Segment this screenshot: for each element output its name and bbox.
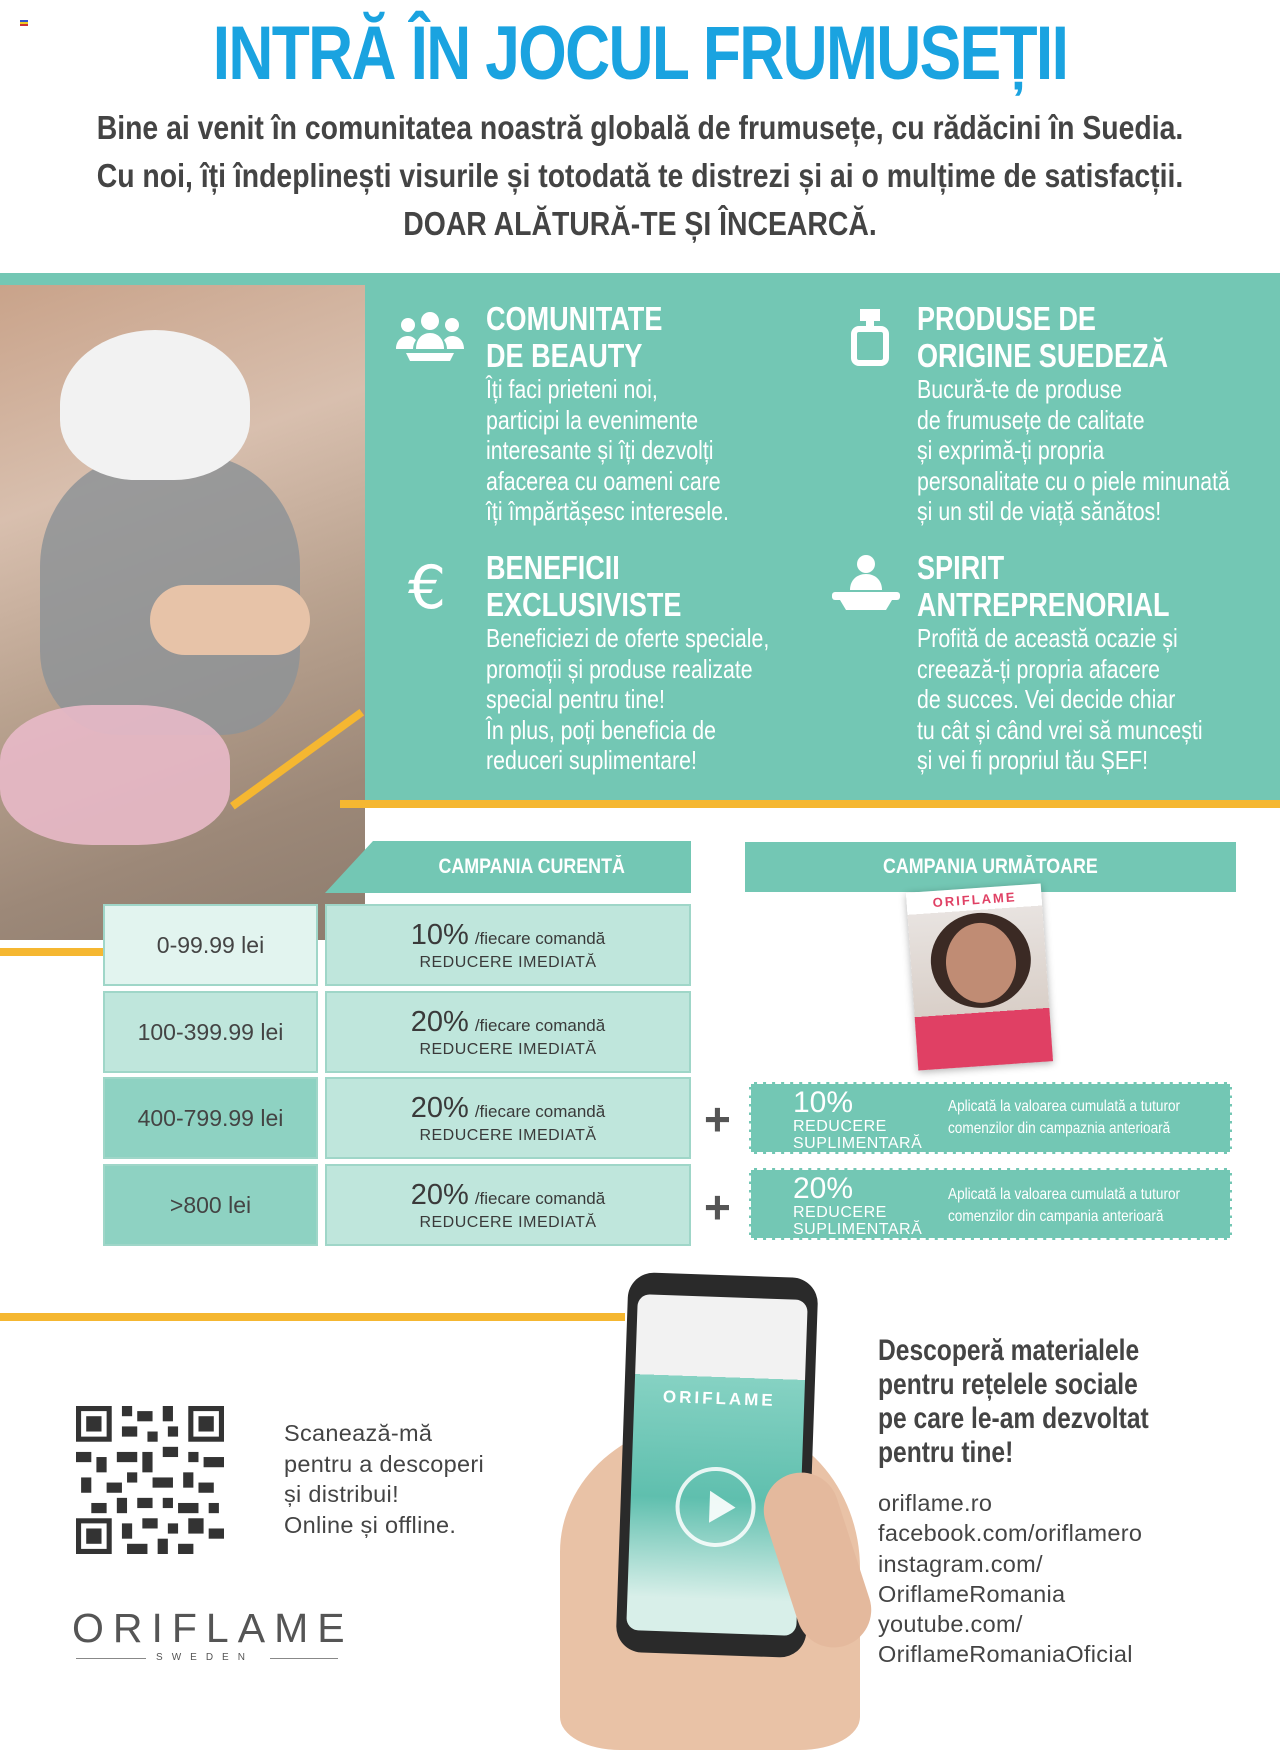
link-youtube[interactable]: youtube.com/ xyxy=(878,1611,1023,1638)
feature-text: promoții și produse realizate xyxy=(486,653,753,684)
catalog-logo: ORIFLAME xyxy=(932,889,1017,911)
feature-text: Îți faci prieteni noi, xyxy=(486,374,658,404)
extra-discount-sub: SUPLIMENTARĂ xyxy=(793,1135,923,1152)
plus-sign: + xyxy=(704,1181,731,1233)
feature-text: În plus, poți beneficia de xyxy=(486,714,716,745)
feature-text: Profită de această ocazie și xyxy=(917,623,1178,653)
intro-line: DOAR ALĂTURĂ-TE ȘI ÎNCEARCĂ. xyxy=(403,205,877,242)
svg-text:€: € xyxy=(408,553,447,616)
discover-line: pe care le-am dezvoltat xyxy=(878,1402,1149,1435)
feature-title: PRODUSE DE xyxy=(917,300,1096,337)
discount-cell xyxy=(325,991,691,1073)
scan-line: Scanează-mă xyxy=(284,1420,433,1446)
link-instagram[interactable]: OriflameRomania xyxy=(878,1580,1066,1607)
discount-per: /fiecare comandă xyxy=(474,1188,606,1208)
extra-discount-text: Aplicată la valoarea cumulată a tuturor xyxy=(948,1098,1181,1115)
extra-discount-text: Aplicată la valoarea cumulată a tuturor xyxy=(948,1186,1181,1203)
scan-text xyxy=(284,1418,484,1540)
feature-title: COMUNITATE xyxy=(486,300,663,337)
link-facebook[interactable]: facebook.com/oriflamero xyxy=(878,1520,1143,1547)
current-campaign-header xyxy=(373,842,691,892)
feature-community xyxy=(486,300,782,527)
extra-discount-percent: 10% xyxy=(793,1086,854,1119)
scan-line: pentru a descoperi xyxy=(284,1450,485,1477)
next-campaign-header xyxy=(745,842,1236,892)
flag-icon xyxy=(20,20,28,26)
discount-cell xyxy=(325,904,691,986)
feature-title: ANTREPRENORIAL xyxy=(917,586,1170,623)
discover-heading xyxy=(878,1334,1149,1470)
link-instagram[interactable]: instagram.com/ xyxy=(878,1550,1043,1577)
phone-screen-logo: ORIFLAME xyxy=(662,1387,777,1411)
feature-text: și un stil de viață sănătos! xyxy=(917,496,1162,526)
play-icon[interactable] xyxy=(674,1466,757,1549)
feature-text: creează-ți propria afacere xyxy=(917,653,1160,684)
extra-discount-percent: 20% xyxy=(793,1172,854,1205)
extra-discount-text: comenzilor din campania anterioară xyxy=(948,1208,1164,1225)
price-range-cell: 0-99.99 lei xyxy=(103,904,318,986)
discount-per: /fiecare comandă xyxy=(474,1015,606,1035)
extra-discount-sub: SUPLIMENTARĂ xyxy=(793,1221,923,1238)
feature-text: participi la evenimente xyxy=(486,404,699,435)
feature-benefits xyxy=(486,549,831,776)
social-links xyxy=(878,1488,1142,1670)
feature-text: de frumusețe de calitate xyxy=(917,404,1145,435)
feature-title: ORIGINE SUEDEZĂ xyxy=(917,337,1169,374)
scan-line: și distribui! xyxy=(284,1481,399,1507)
intro-line: Cu noi, îți îndeplinești visurile și totodată te distrezi și ai o mulțime de satisfacții. xyxy=(96,157,1184,194)
catalog-cover xyxy=(906,884,1053,1071)
feature-text: de succes. Vei decide chiar xyxy=(917,684,1176,714)
accent-line xyxy=(340,800,1280,808)
feature-text: Beneficiezi de oferte speciale, xyxy=(486,623,770,653)
extra-discount-stamp xyxy=(745,1164,1236,1244)
page-title: INTRĂ ÎN JOCUL FRUMUSEȚII xyxy=(212,11,1068,96)
accent-line xyxy=(0,948,105,956)
runner-photo xyxy=(0,285,365,940)
intro-line: Bine ai venit în comunitatea noastră globală de frumusețe, cu rădăcini în Suedia. xyxy=(96,109,1184,146)
scan-line: Online și offline. xyxy=(284,1511,457,1538)
discount-cell xyxy=(325,1164,691,1246)
discount-percent: 20% xyxy=(410,1005,469,1038)
feature-text: și exprimă-ți propria xyxy=(917,435,1105,465)
feature-text: afacerea cu oameni care xyxy=(486,465,721,496)
discover-line: pentru tine! xyxy=(878,1436,1014,1469)
discount-sub: REDUCERE IMEDIATĂ xyxy=(419,1126,597,1144)
phone-screen xyxy=(626,1294,808,1636)
feature-entrepreneur xyxy=(917,549,1265,776)
accent-line xyxy=(0,1313,625,1321)
link-website[interactable]: oriflame.ro xyxy=(878,1490,993,1516)
feature-swedish-products xyxy=(917,300,1280,527)
oriflame-logo-sub: SWEDEN xyxy=(156,1652,254,1663)
discount-percent: 20% xyxy=(410,1178,469,1211)
perfume-bottle-icon xyxy=(832,305,908,369)
discover-line: Descoperă materialele xyxy=(878,1334,1140,1367)
current-campaign-label: CAMPANIA CURENTĂ xyxy=(438,855,626,878)
feature-text: îți împărtășesc interesele. xyxy=(486,496,729,526)
link-youtube[interactable]: OriflameRomaniaOficial xyxy=(878,1641,1133,1668)
extra-discount-stamp xyxy=(745,1078,1236,1158)
intro-text xyxy=(90,104,1191,248)
discount-sub: REDUCERE IMEDIATĂ xyxy=(419,1040,597,1058)
discount-per: /fiecare comandă xyxy=(474,928,606,948)
feature-title: EXCLUSIVISTE xyxy=(486,586,682,623)
feature-text: interesante și îți dezvolți xyxy=(486,435,714,465)
discount-sub: REDUCERE IMEDIATĂ xyxy=(419,1213,597,1231)
feature-text: și vei fi propriul tău ȘEF! xyxy=(917,745,1149,775)
feature-title: SPIRIT xyxy=(917,549,1005,586)
feature-text: tu cât și când vrei să muncești xyxy=(917,714,1203,745)
price-range-cell: 100-399.99 lei xyxy=(103,991,318,1073)
feature-text: reduceri suplimentare! xyxy=(486,745,697,775)
extra-discount-sub: REDUCERE xyxy=(793,1204,887,1221)
discount-cell xyxy=(325,1077,691,1159)
feature-text: personalitate cu o piele minunată xyxy=(917,465,1230,496)
plus-sign: + xyxy=(704,1093,731,1145)
discount-percent: 10% xyxy=(410,918,469,951)
phone-image xyxy=(615,1272,818,1658)
feature-title: DE BEAUTY xyxy=(486,337,643,374)
euro-icon xyxy=(396,552,472,616)
discount-percent: 20% xyxy=(410,1091,469,1124)
discount-per: /fiecare comandă xyxy=(474,1101,606,1121)
next-campaign-label: CAMPANIA URMĂTOARE xyxy=(883,855,1098,878)
price-range-cell: 400-799.99 lei xyxy=(103,1077,318,1159)
price-range-cell: >800 lei xyxy=(103,1164,318,1246)
feature-title: BENEFICII xyxy=(486,549,620,586)
extra-discount-text: comenzilor din campaznia anterioară xyxy=(948,1120,1171,1137)
discount-sub: REDUCERE IMEDIATĂ xyxy=(419,953,597,971)
extra-discount-sub: REDUCERE xyxy=(793,1118,887,1135)
feature-text: special pentru tine! xyxy=(486,684,665,714)
feature-text: Bucură-te de produse xyxy=(917,374,1123,404)
entrepreneur-icon xyxy=(828,552,904,616)
oriflame-logo: ORIFLAME xyxy=(72,1605,354,1651)
discover-line: pentru rețelele sociale xyxy=(878,1368,1138,1401)
qr-code[interactable] xyxy=(76,1406,224,1554)
community-icon xyxy=(392,305,468,369)
